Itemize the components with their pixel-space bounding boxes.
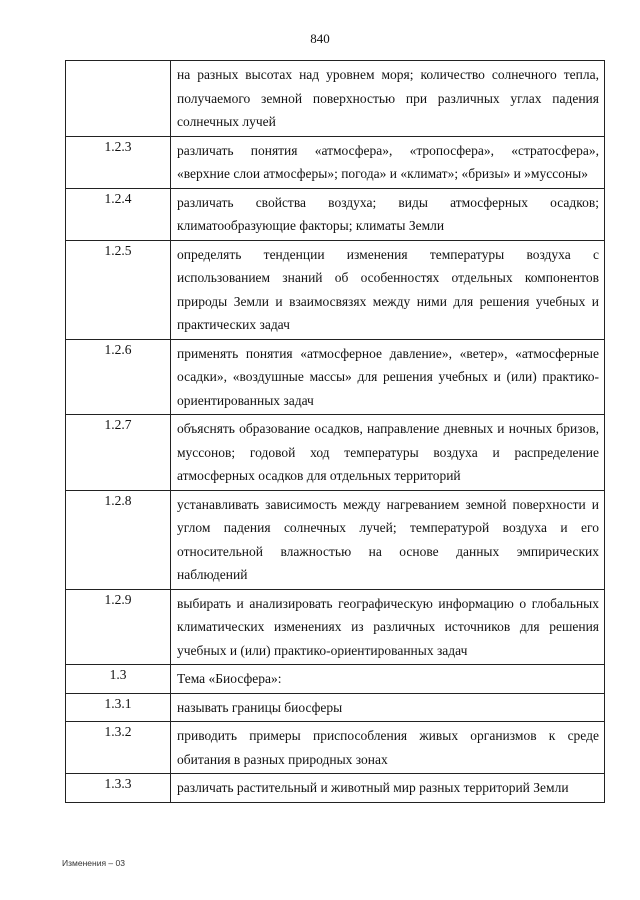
row-text: Тема «Биосфера»: (171, 665, 605, 694)
table-row (66, 490, 605, 589)
row-text: различать понятия «атмосфера», «тропосфера», «стратосфера», «верхние слои атмосферы»; погода» и «климат»; «бризы» и »муссоны» (171, 136, 605, 188)
row-text: устанавливать зависимость между нагреванием земной поверхности и углом падения солнечных лучей; температурой воздуха и его относительной влажностью на основе данных эмпирических наблюдений (171, 490, 605, 589)
row-text: применять понятия «атмосферное давление», «ветер», «атмосферные осадки», «воздушные массы» для решения учебных и (или) практико-ориентированных задач (171, 339, 605, 415)
row-code: 1.2.7 (66, 415, 171, 491)
table-row (66, 693, 605, 722)
table-row (66, 415, 605, 491)
page-number: 840 (310, 31, 330, 46)
table-row (66, 665, 605, 694)
row-text: различать растительный и животный мир разных территорий Земли (171, 774, 605, 803)
row-code: 1.2.8 (66, 490, 171, 589)
table-row (66, 589, 605, 665)
table-row (66, 61, 605, 137)
footer-note: Изменения – 03 (62, 858, 125, 868)
table-row (66, 774, 605, 803)
row-text: называть границы биосферы (171, 693, 605, 722)
table-body (66, 61, 605, 803)
row-code: 1.3 (66, 665, 171, 694)
row-code: 1.2.9 (66, 589, 171, 665)
row-code: 1.2.4 (66, 188, 171, 240)
row-code: 1.2.5 (66, 240, 171, 339)
table-row (66, 339, 605, 415)
row-code: 1.2.6 (66, 339, 171, 415)
row-code: 1.3.1 (66, 693, 171, 722)
row-text: определять тенденции изменения температуры воздуха с использованием знаний об особенностях отдельных компонентов природы Земли и взаимосвязях между ними для решения учебных и практических задач (171, 240, 605, 339)
row-code: 1.3.2 (66, 722, 171, 774)
row-code: 1.2.3 (66, 136, 171, 188)
row-code (66, 61, 171, 137)
row-text: различать свойства воздуха; виды атмосферных осадков; климатообразующие факторы; климаты Земли (171, 188, 605, 240)
table-row (66, 240, 605, 339)
row-text: приводить примеры приспособления живых организмов к среде обитания в разных природных зонах (171, 722, 605, 774)
requirements-table (65, 60, 605, 803)
row-code: 1.3.3 (66, 774, 171, 803)
table-row (66, 188, 605, 240)
row-text: на разных высотах над уровнем моря; количество солнечного тепла, получаемого земной поверхностью при различных углах падения солнечных лучей (171, 61, 605, 137)
table-row (66, 722, 605, 774)
row-text: объяснять образование осадков, направление дневных и ночных бризов, муссонов; годовой ход температуры воздуха и распределение атмосферных осадков для отдельных территорий (171, 415, 605, 491)
table-row (66, 136, 605, 188)
row-text: выбирать и анализировать географическую информацию о глобальных климатических изменениях из различных источников для решения учебных и (или) практико-ориентированных задач (171, 589, 605, 665)
